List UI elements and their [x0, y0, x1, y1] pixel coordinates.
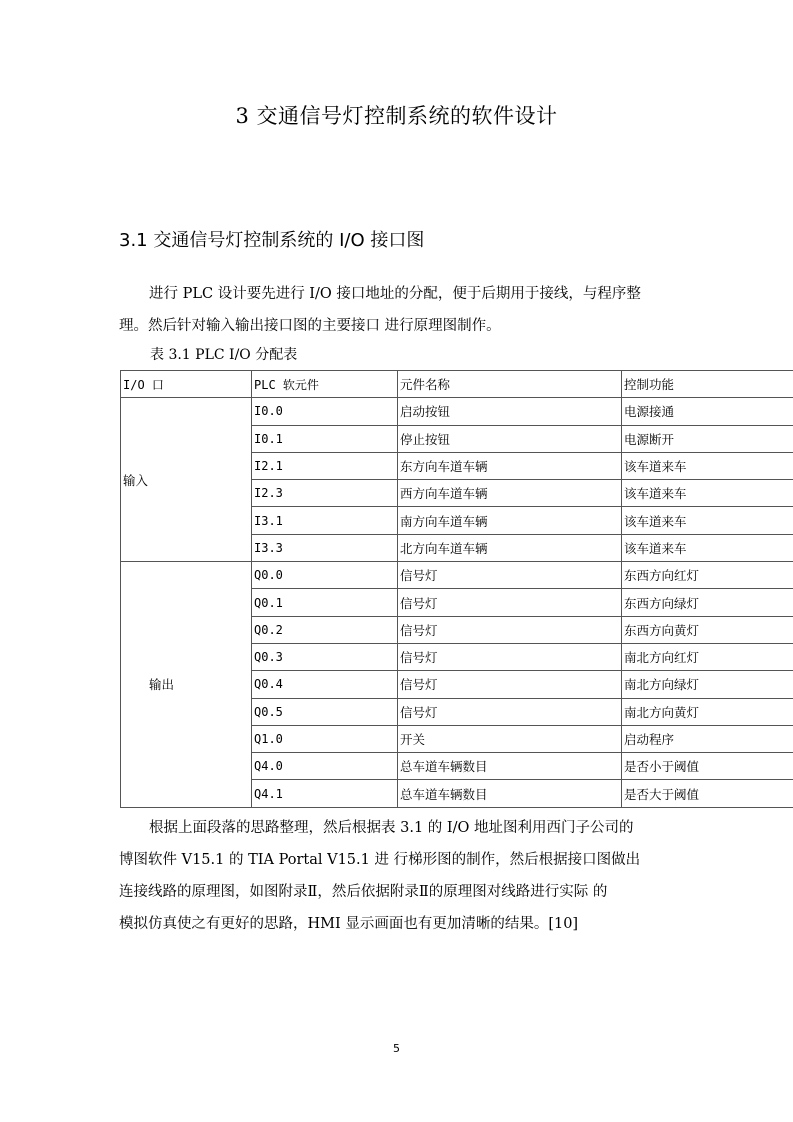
cell-plc-element: Q4.1	[252, 780, 398, 807]
page-number: 5	[393, 1042, 400, 1055]
group-label-output: 输出	[121, 562, 252, 808]
header-io-port: I/O 口	[121, 371, 252, 398]
cell-control-function: 启动程序	[622, 725, 793, 752]
header-element-name: 元件名称	[398, 371, 622, 398]
cell-control-function: 电源断开	[622, 425, 793, 452]
body-paragraph	[119, 812, 679, 940]
cell-element-name: 信号灯	[398, 698, 622, 725]
cell-element-name: 开关	[398, 725, 622, 752]
cell-plc-element: I0.1	[252, 425, 398, 452]
cell-element-name: 北方向车道车辆	[398, 534, 622, 561]
table-header-row	[121, 371, 793, 398]
table-row	[121, 398, 793, 425]
cell-control-function: 东西方向绿灯	[622, 589, 793, 616]
cell-plc-element: Q1.0	[252, 725, 398, 752]
header-plc-element: PLC 软元件	[252, 371, 398, 398]
table-caption: 表 3.1 PLC I/O 分配表	[150, 347, 298, 363]
cell-control-function: 南北方向黄灯	[622, 698, 793, 725]
cell-control-function: 南北方向红灯	[622, 643, 793, 670]
body-line-2: 博图软件 V15.1 的 TIA Portal V15.1 进 行梯形图的制作，然后根据接口图做出	[119, 852, 641, 868]
cell-plc-element: Q0.1	[252, 589, 398, 616]
cell-plc-element: Q0.4	[252, 671, 398, 698]
cell-plc-element: Q4.0	[252, 753, 398, 780]
cell-element-name: 信号灯	[398, 616, 622, 643]
cell-plc-element: I2.3	[252, 480, 398, 507]
cell-element-name: 信号灯	[398, 562, 622, 589]
cell-element-name: 西方向车道车辆	[398, 480, 622, 507]
cell-element-name: 东方向车道车辆	[398, 452, 622, 479]
group-label-input: 输入	[121, 398, 252, 562]
intro-line-1: 进行 PLC 设计要先进行 I/O 接口地址的分配，便于后期用于接线，与程序整	[149, 286, 641, 302]
chapter-title: 3 交通信号灯控制系统的软件设计	[235, 104, 558, 128]
cell-element-name: 总车道车辆数目	[398, 780, 622, 807]
cell-control-function: 该车道来车	[622, 452, 793, 479]
intro-paragraph	[119, 278, 679, 342]
cell-element-name: 停止按钮	[398, 425, 622, 452]
cell-control-function: 是否大于阈值	[622, 780, 793, 807]
section-title: 3.1 交通信号灯控制系统的 I/O 接口图	[119, 230, 425, 251]
cell-element-name: 信号灯	[398, 589, 622, 616]
table-row	[121, 562, 793, 589]
io-allocation-table	[120, 370, 793, 808]
cell-plc-element: I2.1	[252, 452, 398, 479]
cell-control-function: 该车道来车	[622, 507, 793, 534]
cell-control-function: 该车道来车	[622, 480, 793, 507]
cell-plc-element: Q0.5	[252, 698, 398, 725]
cell-control-function: 东西方向黄灯	[622, 616, 793, 643]
cell-control-function: 电源接通	[622, 398, 793, 425]
header-control-function: 控制功能	[622, 371, 793, 398]
cell-plc-element: I0.0	[252, 398, 398, 425]
cell-element-name: 南方向车道车辆	[398, 507, 622, 534]
cell-plc-element: Q0.0	[252, 562, 398, 589]
cell-control-function: 南北方向绿灯	[622, 671, 793, 698]
cell-element-name: 信号灯	[398, 643, 622, 670]
cell-plc-element: Q0.2	[252, 616, 398, 643]
intro-line-2: 理。然后针对输入输出接口图的主要接口 进行原理图制作。	[119, 318, 501, 334]
body-line-1: 根据上面段落的思路整理，然后根据表 3.1 的 I/O 地址图利用西门子公司的	[149, 820, 634, 836]
cell-element-name: 总车道车辆数目	[398, 753, 622, 780]
cell-plc-element: Q0.3	[252, 643, 398, 670]
cell-control-function: 该车道来车	[622, 534, 793, 561]
cell-control-function: 东西方向红灯	[622, 562, 793, 589]
cell-control-function: 是否小于阈值	[622, 753, 793, 780]
cell-plc-element: I3.1	[252, 507, 398, 534]
cell-plc-element: I3.3	[252, 534, 398, 561]
cell-element-name: 信号灯	[398, 671, 622, 698]
body-line-4: 模拟仿真使之有更好的思路，HMI 显示画面也有更加清晰的结果。[10]	[119, 916, 579, 932]
body-line-3: 连接线路的原理图，如图附录Ⅱ，然后依据附录Ⅱ的原理图对线路进行实际 的	[119, 884, 608, 900]
cell-element-name: 启动按钮	[398, 398, 622, 425]
